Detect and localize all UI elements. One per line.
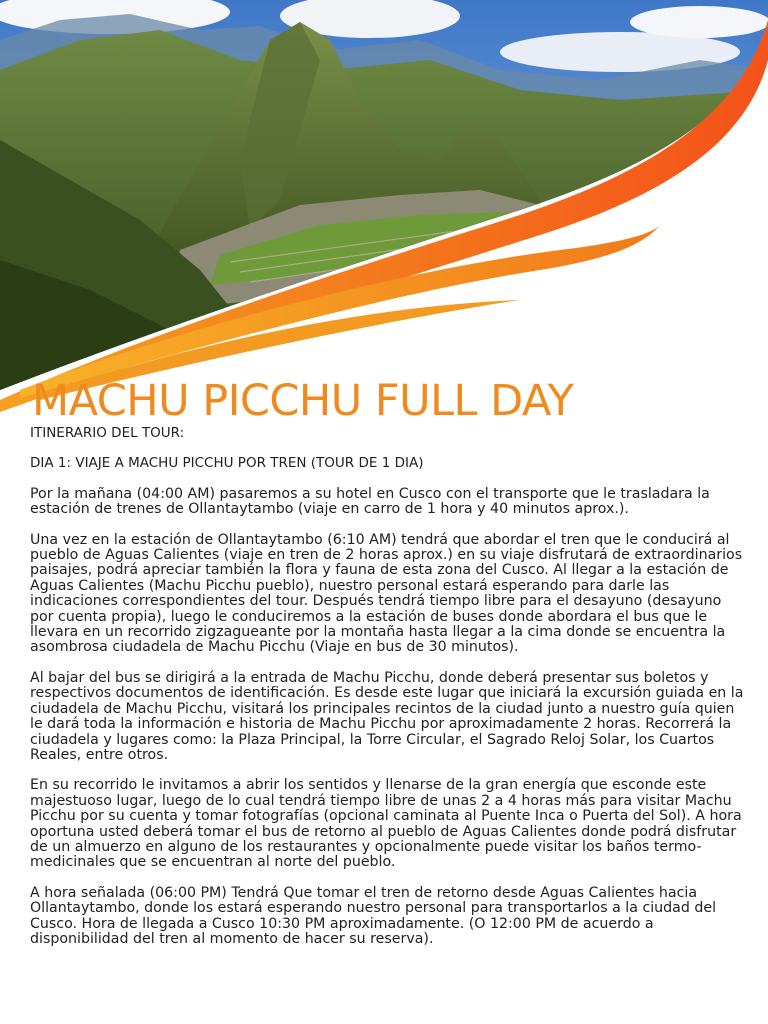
paragraph-guided-tour: Al bajar del bus se dirigirá a la entrada de Machu Picchu, donde deberá presentar sus boletos y respectivos documentos de identificación. Es desde este lugar que iniciará la excursión guiada en la ciudadela de Machu Picchu, visitará los principales recintos de la ciudad junto a nuestro guía quien le dará toda la información e historia de Machu Picchu por aproximadamente 2 horas. Recorrerá la ciudadela y lugares como: la Plaza Principal, la Torre Circular, el Sagrado Reloj Solar, los Cuartos Reales, entre otros. — [30, 669, 744, 763]
day-heading: DIA 1: VIAJE A MACHU PICCHU POR TREN (TOUR DE 1 DIA) — [30, 455, 424, 472]
paragraph-train: Una vez en la estación de Ollantaytambo (6:10 AM) tendrá que abordar el tren que le conducirá al pueblo de Aguas Calientes (viaje en tren de 2 horas aprox.) en su viaje disfrutará de extraordinarios paisajes, podrá apreciar también la flora y fauna de esta zona del Cusco. Al llegar a la estación de Aguas Calientes (Machu Picchu pueblo), nuestro personal estará esperando para darle las indicaciones correspondientes del tour. Después tendrá tiempo libre para el desayuno (desayuno por cuenta propia), luego le conduciremos a la estación de buses donde abordara el bus que le llevara en un recorrido zigzagueante por la montaña hasta llegar a la cima donde se encuentra la asombrosa ciudadela de Machu Picchu (Viaje en bus de 30 minutos). — [30, 531, 743, 656]
itinerary-content — [30, 426, 748, 962]
machu-picchu-photo — [0, 0, 768, 420]
paragraph-pickup: Por la mañana (04:00 AM) pasaremos a su hotel en Cusco con el transporte que le trasladara la estación de trenes de Ollantaytambo (viaje en carro de 1 hora y 40 minutos aprox.). — [30, 485, 710, 518]
paragraph-return: A hora señalada (06:00 PM) Tendrá Que tomar el tren de retorno desde Aguas Calientes hacia Ollantaytambo, donde los estará esperando nuestro personal para transportarlos a la ciudad del Cusco. Hora de llegada a Cusco 10:30 PM aproximadamente. (O 12:00 PM de acuerdo a disponibilidad del tren al momento de hacer su reserva). — [30, 884, 717, 947]
itinerary-heading: ITINERARIO DEL TOUR: — [30, 425, 185, 441]
tour-title: MACHU PICCHU FULL DAY — [32, 376, 574, 426]
hero-banner — [0, 0, 768, 420]
paragraph-free-time: En su recorrido le invitamos a abrir los sentidos y llenarse de la gran energía que esconde este majestuoso lugar, luego de lo cual tendrá tiempo libre de unas 2 a 4 horas más para visitar Machu Picchu por su cuenta y tomar fotografías (opcional caminata al Puente Inca o Puerta del Sol). A hora oportuna usted deberá tomar el bus de retorno al pueblo de Aguas Calientes donde podrá disfrutar de un almuerzo en alguno de los restaurantes y opcionalmente puede visitar los baños termo-medicinales que se encuentran al norte del pueblo. — [30, 777, 742, 871]
